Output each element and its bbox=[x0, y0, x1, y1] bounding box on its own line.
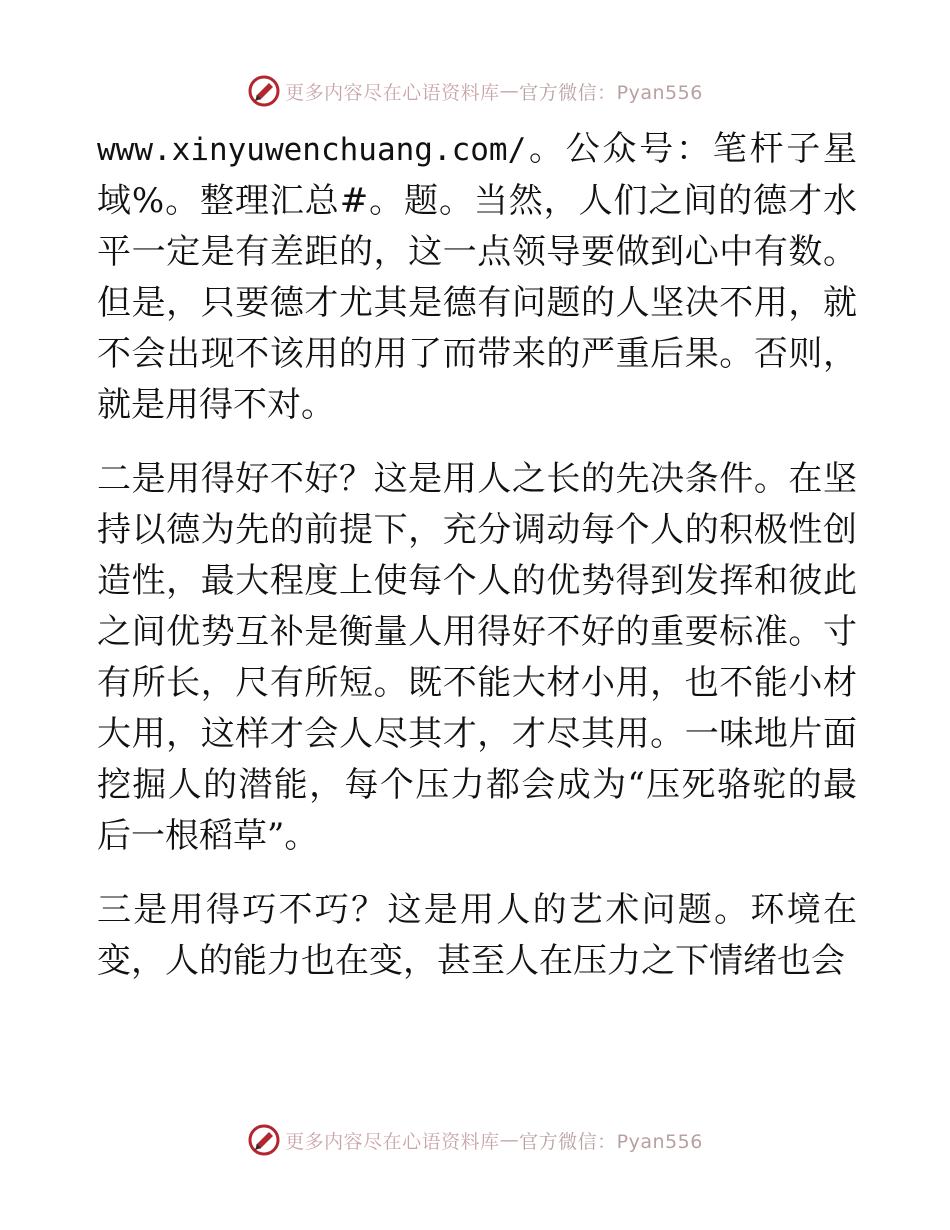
footer-brand-text: 更多内容尽在心语资料库 bbox=[285, 1130, 500, 1153]
paragraph-1 bbox=[97, 124, 857, 431]
header-banner bbox=[0, 71, 950, 111]
header-separator: — bbox=[499, 80, 520, 102]
footer-separator: — bbox=[499, 1129, 520, 1151]
paragraph-1-text: 。公众号：笔杆子星域%。整理汇总#。题。当然，人们之间的德才水平一定是有差距的，这一点领导要做到心中有数。但是，只要德才尤其是德有问题的人坚决不用，就不会出现不该用的用了而带来的严重后果。否则，就是用得不对。 bbox=[97, 129, 857, 425]
footer-wechat-text: 官方微信：Pyan556 bbox=[519, 1130, 703, 1153]
header-brand-text: 更多内容尽在心语资料库 bbox=[285, 81, 500, 104]
paragraph-3: 三是用得巧不巧？这是用人的艺术问题。环境在变，人的能力也在变，甚至人在压力之下情绪也会 bbox=[97, 890, 857, 981]
header-wechat-text: 官方微信：Pyan556 bbox=[519, 81, 703, 104]
document-body bbox=[97, 124, 857, 987]
logo-icon bbox=[247, 1123, 281, 1157]
footer-banner bbox=[0, 1120, 950, 1160]
logo-icon bbox=[247, 74, 281, 108]
website-url: www.xinyuwenchuang.com/ bbox=[97, 132, 527, 168]
paragraph-2: 二是用得好不好？这是用人之长的先决条件。在坚持以德为先的前提下，充分调动每个人的积极性创造性，最大程度上使每个人的优势得到发挥和彼此之间优势互补是衡量人用得好不好的重要标准。寸有所长，尺有所短。既不能大材小用，也不能小材大用，这样才会人尽其才，才尽其用。一味地片面挖掘人的潜能，每个压力都会成为“压死骆驼的最后一根稻草”。 bbox=[97, 459, 857, 856]
